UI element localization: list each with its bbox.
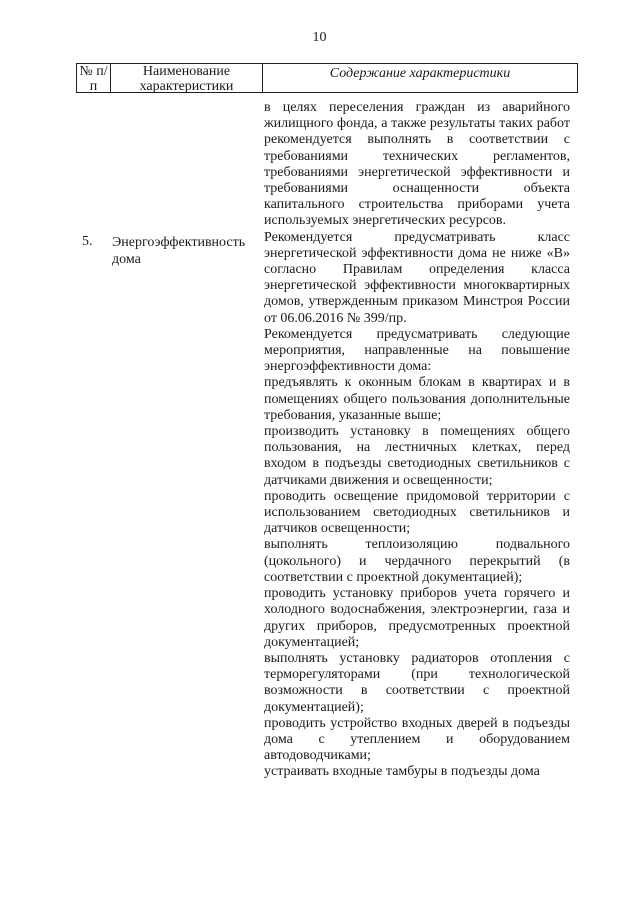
paragraph: устраивать входные тамбуры в подъезды дома — [264, 764, 540, 780]
row-number: 5. — [82, 234, 93, 249]
paragraph: в целях переселения граждан из аварийного жилищного фонда, а также результаты таких работ рекомендуется выполнять в соответствии с требованиями технических регламентов, требованиями энергетической эффективности и требованиями оснащенности объекта капитального строительства приборами учета используемых энергетических ресурсов. — [264, 100, 570, 229]
header-content: Содержание характеристики — [329, 66, 511, 81]
header-name: Наименование характеристики — [111, 64, 263, 92]
table-header — [76, 63, 578, 93]
paragraph: выполнять установку радиаторов отопления с терморегуляторами (при технологической возможности в соответствии с проектной документацией); — [264, 650, 570, 715]
header-number: № п/п — [77, 64, 111, 92]
paragraph: Рекомендуется предусматривать класс энергетической эффективности дома не ниже «В» согласно Правилам определения класса энергетической эффективности многоквартирных домов, утвержденным приказом Минстроя России от 06.06.2016 № 399/пр. — [264, 229, 570, 326]
paragraph: проводить освещение придомовой территории с использованием светодиодных светильников и датчиков освещенности; — [264, 488, 570, 537]
paragraph: проводить установку приборов учета горячего и холодного водоснабжения, электроэнергии, газа и других приборов, предусмотренных проектной документацией; — [264, 586, 570, 650]
paragraph: выполнять теплоизоляцию подвального (цокольного) и чердачного перекрытий (в соответствии с проектной документацией); — [264, 537, 570, 585]
paragraph: производить установку в помещениях общего пользования, на лестничных клетках, перед входом в подъезды светодиодных светильников с датчиками движения и освещенности; — [264, 424, 570, 488]
paragraph: Рекомендуется предусматривать следующие мероприятия, направленные на повышение энергоэффективности дома: — [264, 326, 570, 375]
row-name: Энергоэффективность дома — [112, 235, 246, 267]
content-column — [264, 100, 570, 781]
paragraph: проводить устройство входных дверей в подъезды дома с утеплением и оборудованием автодоводчиками; — [264, 715, 570, 764]
page-number: 10 — [312, 30, 327, 45]
paragraph: предъявлять к оконным блокам в квартирах и в помещениях общего пользования дополнительные требования, указанные выше; — [264, 375, 570, 423]
